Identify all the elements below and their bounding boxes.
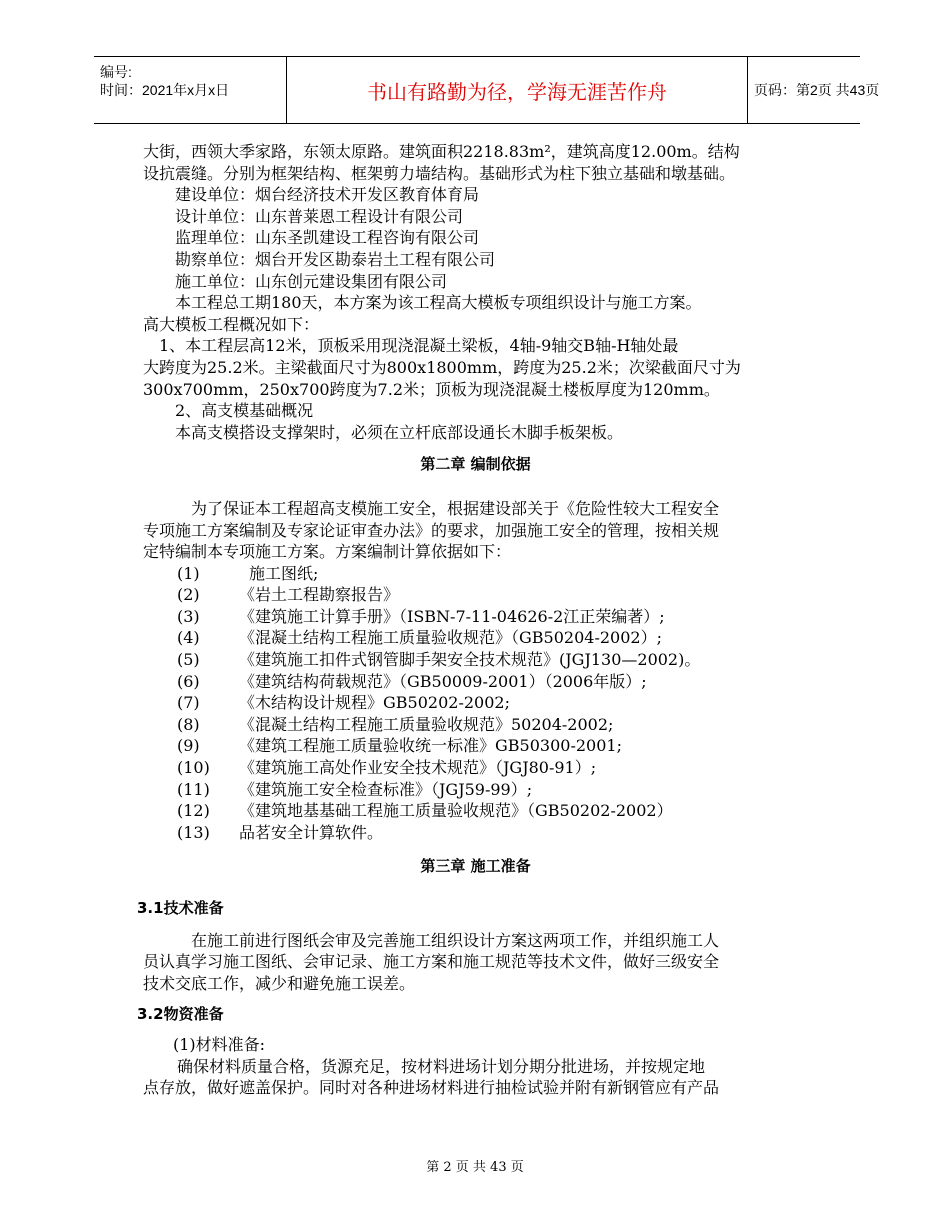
text-line: 定特编制本专项施工方案。方案编制计算依据如下： xyxy=(143,542,512,562)
text-line: 大街，西领大季家路，东领太原路。建筑面积2218.83m²，建筑高度12.00m。结构 xyxy=(143,142,740,161)
list-number: (11) xyxy=(177,779,210,799)
intro-paragraph xyxy=(143,141,808,184)
item-2-title: 2、高支模基础概况 xyxy=(175,401,314,421)
list-number: (10) xyxy=(177,758,210,778)
unit-line: 勘察单位：烟台开发区勘泰岩土工程有限公司 xyxy=(175,249,496,269)
section-3-2-title: 3.2物资准备 xyxy=(137,1005,224,1024)
participating-units xyxy=(143,184,808,292)
unit-line: 监理单位：山东圣凯建设工程咨询有限公司 xyxy=(175,228,480,248)
chapter-2-paragraph xyxy=(143,498,808,563)
list-text: 《建筑施工计算手册》（ISBN-7-11-04626-2江正荣编著）; xyxy=(239,606,665,626)
list-item xyxy=(143,606,808,628)
list-number: (2) xyxy=(177,585,200,605)
page-header xyxy=(94,56,880,124)
text-line: 设抗震缝。分别为框架结构、框架剪力墙结构。基础形式为柱下独立基础和墩基础。 xyxy=(143,163,736,183)
list-text: 《建筑施工高处作业安全技术规范》（JGJ80-91）; xyxy=(239,758,597,778)
list-text: 《建筑地基基础工程施工质量验收规范》（GB50202-2002） xyxy=(239,801,673,821)
list-item xyxy=(143,735,808,757)
list-text: 《建筑工程施工质量验收统一标准》GB50300-2001; xyxy=(239,736,622,756)
text-line: 300x700mm，250x700跨度为7.2米；顶板为现浇混凝土楼板厚度为120mm。 xyxy=(143,379,720,399)
text-line: 在施工前进行图纸会审及完善施工组织设计方案这两项工作，并组织施工人 xyxy=(191,930,720,950)
section-3-1-title: 3.1技术准备 xyxy=(137,899,224,917)
list-text: 《建筑施工安全检查标准》（JGJ59-99）; xyxy=(239,779,533,799)
text-line: 本工程总工期180天，本方案为该工程高大模板专项组织设计与施工方案。 xyxy=(175,293,702,313)
list-item xyxy=(143,714,808,736)
unit-line: 施工单位：山东创元建设集团有限公司 xyxy=(175,271,448,291)
list-text: 《建筑结构荷载规范》（GB50009-2001）（2006年版）; xyxy=(239,671,647,691)
text-line: 员认真学习施工图纸、会审记录、施工方案和施工规范等技术文件，做好三级安全 xyxy=(143,952,720,972)
summary-paragraph xyxy=(143,292,808,335)
list-text: 《木结构设计规程》GB50202-2002; xyxy=(239,693,510,713)
basis-list xyxy=(143,563,808,844)
list-number: (9) xyxy=(177,736,200,756)
list-number: (5) xyxy=(177,650,200,670)
number-label: 编号: xyxy=(100,64,132,80)
list-item xyxy=(143,584,808,606)
material-subtitle: (1)材料准备: xyxy=(173,1034,266,1054)
list-number: (3) xyxy=(177,606,200,626)
text-line: 高大模板工程概况如下： xyxy=(143,314,320,334)
list-number: (12) xyxy=(177,801,210,821)
list-item xyxy=(143,692,808,714)
unit-line: 建设单位：烟台经济技术开发区教育体育局 xyxy=(175,185,480,205)
section-3-2-paragraph xyxy=(143,1034,808,1099)
document-body xyxy=(137,141,808,1099)
chapter-3-title: 第三章 施工准备 xyxy=(420,857,531,876)
list-text: 施工图纸; xyxy=(249,563,319,583)
list-item xyxy=(143,757,808,779)
list-number: (6) xyxy=(177,671,200,691)
text-line: 点存放，做好遮盖保护。同时对各种进场材料进行抽检试验并附有新钢管应有产品 xyxy=(143,1078,720,1098)
header-meta xyxy=(94,57,286,123)
header-page-info: 页码：第2页 共43页 xyxy=(754,82,880,98)
list-item xyxy=(143,563,808,585)
list-item xyxy=(143,671,808,693)
list-number: (13) xyxy=(177,822,210,842)
text-line: 技术交底工作，减少和避免施工误差。 xyxy=(143,973,416,993)
text-line: 1、本工程层高12米，顶板采用现浇混凝土梁板，4轴-9轴交B轴-H轴处最 xyxy=(159,336,679,356)
list-item xyxy=(143,779,808,801)
text-line: 大跨度为25.2米。主梁截面尺寸为800x1800mm，跨度为25.2米；次梁截面尺寸为 xyxy=(143,357,741,377)
list-text: 《岩土工程勘察报告》 xyxy=(239,585,400,605)
time-label: 时间：2021年x月x日 xyxy=(100,82,230,98)
unit-line: 设计单位：山东普莱恩工程设计有限公司 xyxy=(175,206,464,226)
list-number: (4) xyxy=(177,628,200,648)
chapter-2-title: 第二章 编制依据 xyxy=(420,455,531,474)
text-line: 确保材料质量合格，货源充足，按材料进场计划分期分批进场，并按规定地 xyxy=(177,1056,706,1076)
text-line: 专项施工方案编制及专家论证审查办法》的要求，加强施工安全的管理，按相关规 xyxy=(143,520,720,540)
list-text: 《混凝土结构工程施工质量验收规范》50204-2002; xyxy=(239,714,614,734)
list-number: (7) xyxy=(177,693,200,713)
list-text: 品茗安全计算软件。 xyxy=(239,822,384,842)
list-item xyxy=(143,800,808,822)
item-2-text: 本高支模搭设支撑架时，必须在立杆底部设通长木脚手板架板。 xyxy=(175,422,624,442)
text-line: 为了保证本工程超高支模施工安全，根据建设部关于《危险性较大工程安全 xyxy=(191,498,720,518)
list-item xyxy=(143,627,808,649)
list-item xyxy=(143,649,808,671)
page-footer: 第 2 页 共 43 页 xyxy=(426,1160,524,1175)
list-text: 《混凝土结构工程施工质量验收规范》（GB50204-2002）; xyxy=(239,628,662,648)
list-item xyxy=(143,822,808,844)
item-1-paragraph xyxy=(143,335,808,400)
section-3-1-paragraph xyxy=(143,930,808,995)
list-number: (1) xyxy=(177,563,200,583)
list-number: (8) xyxy=(177,714,200,734)
item-2-paragraph xyxy=(143,400,808,443)
list-text: 《建筑施工扣件式钢管脚手架安全技术规范》(JGJ130—2002)。 xyxy=(239,650,701,670)
header-motto: 书山有路勤为径，学海无涯苦作舟 xyxy=(286,57,748,123)
